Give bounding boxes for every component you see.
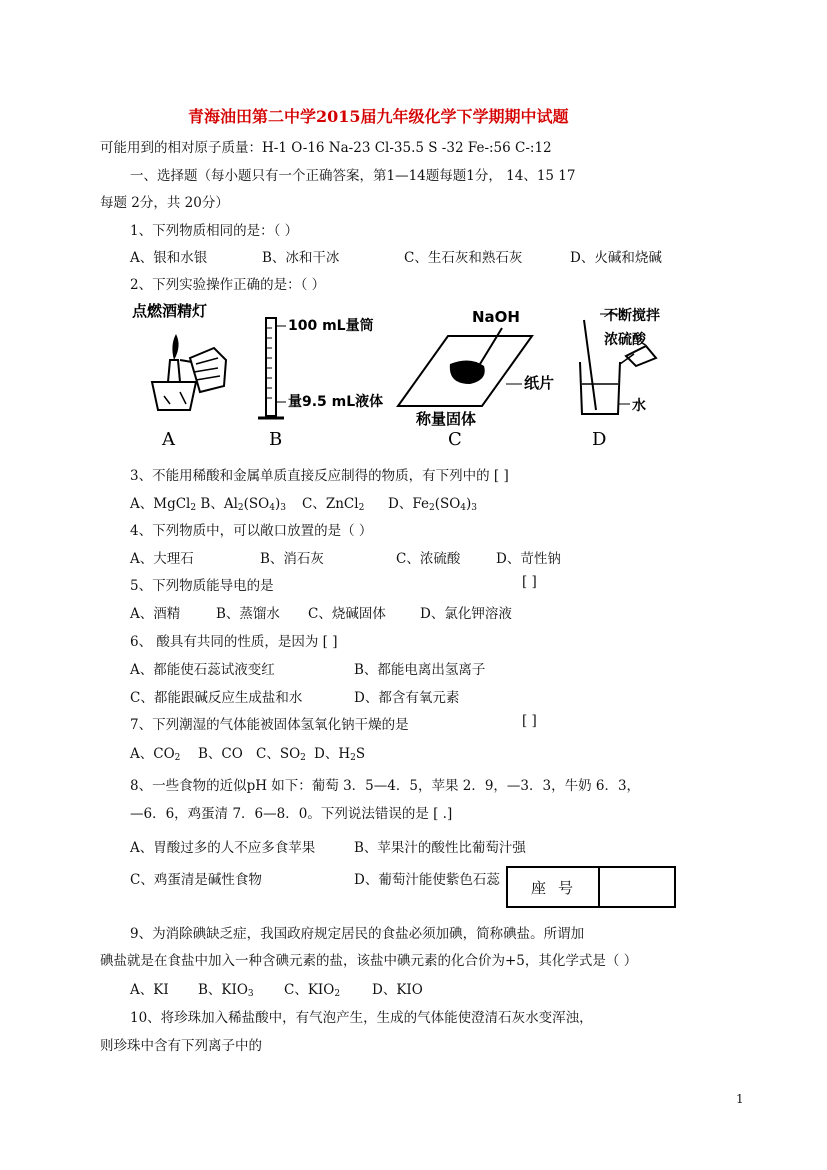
q3-stem: 3、不能用稀酸和金属单质直接反应制得的物质，有下列中的 [ ] bbox=[130, 468, 509, 484]
q1-option-a: A、银和水银 bbox=[130, 250, 208, 266]
q9-line2: 碘盐就是在食盐中加入一种含碘元素的盐，该盐中碘元素的化合价为+5，其化学式是（ ） bbox=[100, 953, 638, 969]
q4-option-a: A、大理石 bbox=[130, 551, 194, 567]
q1-option-c: C、生石灰和熟石灰 bbox=[404, 250, 523, 266]
q8-option-c: C、鸡蛋清是碱性食物 bbox=[130, 872, 262, 888]
fig-d-top2: 浓硫酸 bbox=[604, 332, 646, 348]
q6-option-c: C、都能跟碱反应生成盐和水 bbox=[130, 690, 303, 706]
figure-a-alcohol-lamp bbox=[132, 302, 226, 410]
q1-option-d: D、火碱和烧碱 bbox=[570, 250, 662, 266]
q9-option-b: B、$KIO_3$ bbox=[198, 982, 254, 999]
q7-option-c: C、$SO_2$ bbox=[256, 746, 306, 763]
figure-b-cylinder bbox=[258, 317, 383, 418]
q6-option-a: A、都能使石蕊试液变红 bbox=[130, 662, 275, 678]
q6-stem: 6、 酸具有共同的性质，是因为 [ ] bbox=[130, 634, 338, 650]
q5-option-a: A、酒精 bbox=[130, 606, 181, 622]
q5-stem: 5、下列物质能导电的是 bbox=[130, 578, 274, 594]
seat-number-field[interactable] bbox=[600, 868, 674, 906]
q5-option-d: D、氯化钾溶液 bbox=[420, 606, 512, 622]
fig-d-top1: 不断搅拌 bbox=[604, 308, 660, 324]
q8-option-d: D、葡萄汁能使紫色石蕊 bbox=[354, 872, 500, 888]
page-title: 青海油田第二中学2015届九年级化学下学期期中试题 bbox=[188, 107, 569, 126]
page-number: 1 bbox=[736, 1092, 744, 1106]
section-heading-cont: 每题 2分，共 20分） bbox=[100, 195, 229, 211]
q3-option-d: D、$Fe_2(SO_4)_3$ bbox=[388, 496, 478, 513]
q8-option-a: A、胃酸过多的人不应多食苹果 bbox=[130, 840, 316, 856]
q1-option-b: B、冰和干冰 bbox=[262, 250, 340, 266]
q8-option-b: B、苹果汁的酸性比葡萄汁强 bbox=[354, 840, 526, 856]
q10-line2: 则珍珠中含有下列离子中的 bbox=[100, 1038, 262, 1054]
q9-option-a: A、KI bbox=[130, 982, 169, 998]
q6-option-d: D、都含有氧元素 bbox=[354, 690, 460, 706]
fig-b-top: 100 mL量筒 bbox=[288, 318, 374, 334]
fig-c-top: NaOH bbox=[472, 308, 520, 326]
q9-line1: 9、为消除碘缺乏症，我国政府规定居民的食盐必须加碘，简称碘盐。所谓加 bbox=[130, 926, 585, 942]
fig-label-c: C bbox=[448, 429, 462, 450]
q8-line1: 8、一些食物的近似pH 如下：葡萄 3．5—4．5，苹果 2．9，—3．3，牛奶 6．3， bbox=[130, 778, 641, 794]
q7-bracket: [ ] bbox=[522, 713, 537, 729]
q4-option-d: D、苛性钠 bbox=[496, 551, 561, 567]
q5-option-b: B、蒸馏水 bbox=[216, 606, 280, 622]
fig-label-d: D bbox=[592, 429, 607, 450]
figure-d-dilution bbox=[580, 307, 660, 414]
q9-option-c: C、$KIO_2$ bbox=[284, 982, 341, 999]
q7-option-b: B、CO bbox=[198, 746, 243, 762]
q7-option-d: D、$H_2S$ bbox=[314, 746, 366, 763]
fig-c-bottom: 称量固体 bbox=[416, 410, 477, 428]
q5-option-c: C、烧碱固体 bbox=[308, 606, 386, 622]
q4-stem: 4、下列物质中，可以敞口放置的是（ ） bbox=[130, 523, 373, 539]
section-heading: 一、选择题（每小题只有一个正确答案，第1—14题每题1分， 14、15 17 bbox=[130, 168, 576, 184]
q8-line2: —6．6，鸡蛋清 7．6—8．0。下列说法错误的是 [ .] bbox=[130, 806, 453, 822]
q9-option-d: D、KIO bbox=[372, 982, 423, 998]
q7-option-a: A、$CO_2$ bbox=[130, 746, 181, 763]
q2-stem: 2、下列实验操作正确的是：（ ） bbox=[130, 277, 326, 293]
fig-b-bottom: 量9.5 mL液体 bbox=[288, 394, 384, 410]
q4-option-c: C、浓硫酸 bbox=[396, 551, 461, 567]
fig-label-b: B bbox=[269, 429, 283, 450]
fig-a-caption: 点燃酒精灯 bbox=[132, 302, 208, 320]
fig-d-side: 水 bbox=[632, 398, 646, 414]
q3-options: A、MgCl$_2$ B、$Al_2(SO_4)_3$ bbox=[130, 496, 286, 513]
fig-label-a: A bbox=[162, 429, 175, 450]
q5-bracket: [ ] bbox=[522, 574, 537, 590]
seat-number-label: 座号 bbox=[508, 868, 600, 906]
q10-line1: 10、将珍珠加入稀盐酸中，有气泡产生，生成的气体能使澄清石灰水变浑浊， bbox=[130, 1010, 593, 1026]
fig-c-side: 纸片 bbox=[524, 374, 555, 392]
q3-option-c: C、ZnCl$_2$ bbox=[302, 496, 365, 513]
seat-number-box bbox=[506, 866, 676, 908]
q7-stem: 7、下列潮湿的气体能被固体氢氧化钠干燥的是 bbox=[130, 717, 409, 733]
figure-c-weighing bbox=[398, 308, 554, 428]
atomic-masses: 可能用到的相对原子质量：H-1 O-16 Na-23 Cl-35.5 S -32 Fe-:56 C-:12 bbox=[100, 140, 552, 156]
q1-stem: 1、下列物质相同的是：（ ） bbox=[130, 223, 299, 239]
q2-figure bbox=[130, 300, 710, 452]
q4-option-b: B、消石灰 bbox=[260, 551, 324, 567]
q6-option-b: B、都能电离出氢离子 bbox=[354, 662, 486, 678]
